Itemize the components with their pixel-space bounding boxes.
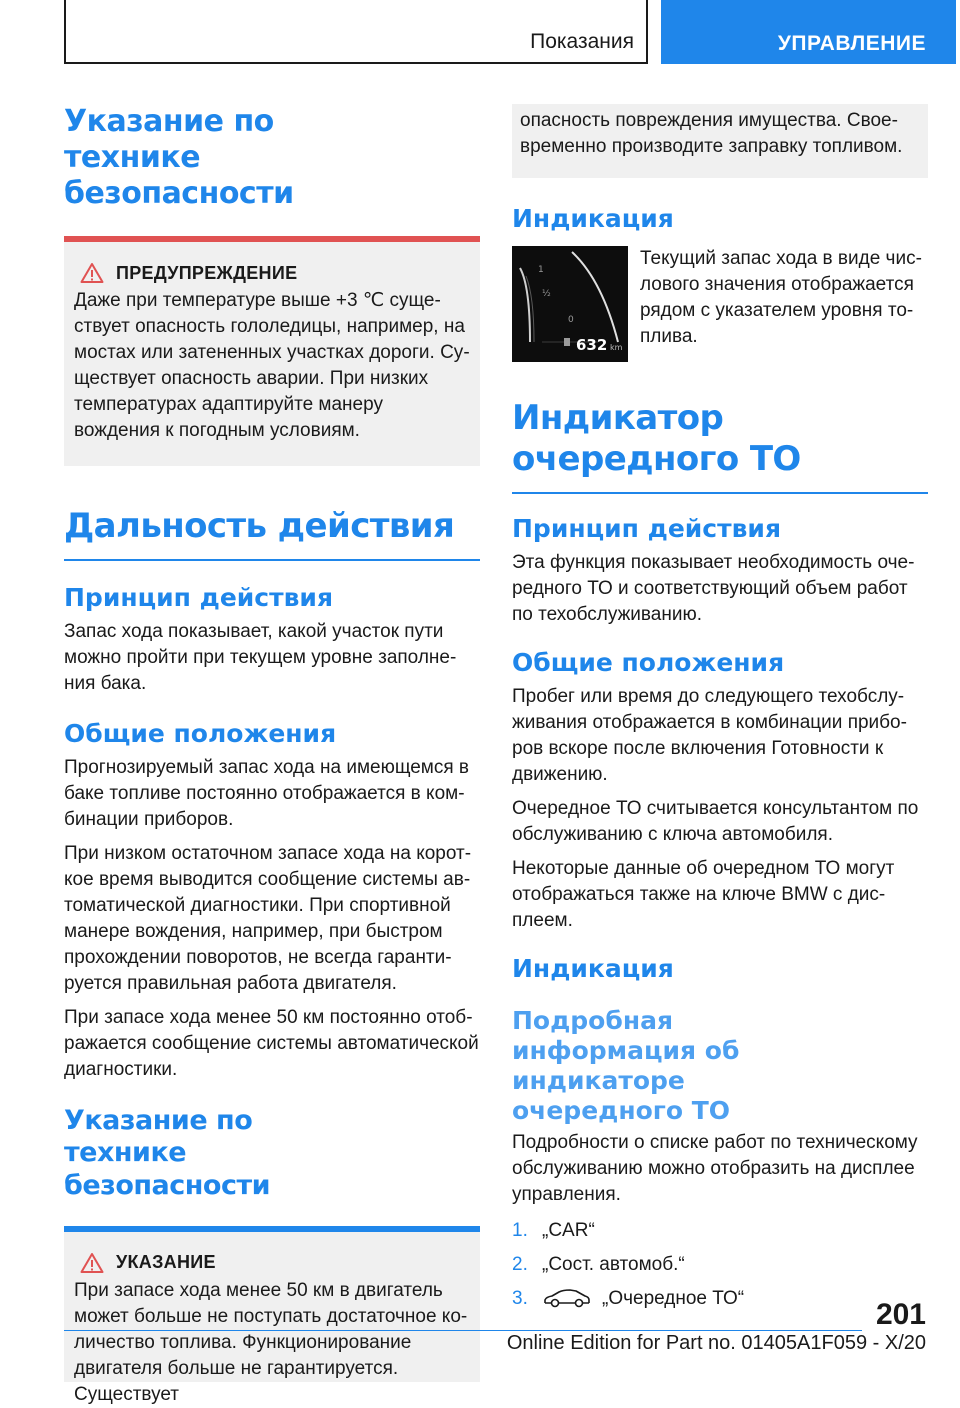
- step-number: 3.: [512, 1287, 528, 1309]
- service-general-p3: Некоторые данные об очередном ТО могут отображаться также на ключе BMW с дисплеем.: [512, 857, 895, 931]
- step-text: „Сост. автомоб.“: [542, 1253, 685, 1275]
- warning-label: ПРЕДУПРЕЖДЕНИЕ: [116, 262, 298, 283]
- safety-heading-1: Указание по технике безопасности: [64, 104, 294, 211]
- fuel-gauge-graphic: [512, 246, 628, 362]
- gauge-range-value: 632: [576, 336, 608, 354]
- service-display-heading: Индикация: [512, 953, 674, 983]
- step-text: „CAR“: [542, 1219, 595, 1241]
- gauge-range-unit: km: [610, 343, 623, 352]
- notice-continued-text: опасность повреждения имущества. Своевременно производите заправку топливом.: [520, 110, 903, 157]
- chapter-tab[interactable]: [661, 0, 956, 64]
- range-principle-heading: Принцип действия: [64, 582, 333, 612]
- step-number: 2.: [512, 1253, 528, 1275]
- footer-edition: Online Edition for Part no. 01405A1F059 - X/20: [506, 1332, 926, 1354]
- service-general-p2: Очередное ТО считывается консультантом по обслуживанию с ключа автомобиля.: [512, 797, 919, 845]
- range-display-figure: [512, 246, 928, 362]
- safety-heading-2: Указание по технике безопасности: [64, 1104, 271, 1201]
- range-general-p1: Прогнозируемый запас хода на имеющемся в баке топливе постоянно отображается в комбинации приборов.: [64, 756, 470, 830]
- warning-header: [74, 262, 470, 284]
- service-heading-rule: [512, 492, 928, 494]
- notice-header: [74, 1252, 470, 1274]
- notice-continued-box: [512, 104, 928, 178]
- step-item: [512, 1252, 928, 1278]
- fuel-gauge-image: [512, 246, 628, 362]
- range-principle-text: Запас хода показывает, какой участок пути можно пройти при текущем уровне заполнения бака.: [64, 620, 457, 694]
- step-text: „Очередное ТО“: [602, 1287, 745, 1309]
- right-column: [512, 104, 928, 1320]
- service-general-p1: Пробег или время до следующего техобслуживания отображается в комбинации приборов вскоре после включения Готовности к движению.: [512, 685, 907, 785]
- range-heading: Дальность действия: [64, 506, 455, 546]
- chapter-tab-label: УПРАВЛЕНИЕ: [777, 32, 926, 55]
- gauge-mark-full: 1: [538, 265, 544, 275]
- menu-steps: [512, 1218, 928, 1312]
- range-display-heading: Индикация: [512, 204, 674, 233]
- car-icon: [542, 1288, 592, 1310]
- range-display-text: Текущий запас хода в виде числового значения отображается рядом с указателем уровня топлива.: [640, 248, 922, 347]
- service-heading: Индикатор очередного ТО: [512, 398, 801, 479]
- notice-text: При запасе хода менее 50 км в двигатель может больше не поступать достаточное количество топлива. Функционирование двигателя больше не гарантируется. Существует: [74, 1279, 468, 1405]
- gauge-mark-half: ½: [542, 289, 551, 299]
- warning-box: [64, 236, 480, 466]
- section-tab[interactable]: [64, 0, 648, 64]
- service-details-heading: Подробная информация об индикаторе очередного ТО: [512, 1005, 740, 1125]
- range-general-p3: При запасе хода менее 50 км постоянно отображается сообщение системы автоматической диагностики.: [64, 1006, 479, 1080]
- step-number: 1.: [512, 1219, 528, 1241]
- notice-box: [64, 1226, 480, 1405]
- step-item: [512, 1218, 928, 1244]
- warning-text: Даже при температуре выше +3 ℃ существует опасность гололедицы, например, на мостах или затененных участках дороги. Существует опасность аварии. При низких температурах адаптируйте манеру вождения к погодным условиям.: [74, 290, 470, 441]
- notice-triangle-icon: [80, 1252, 104, 1274]
- warning-triangle-icon: [80, 262, 104, 284]
- service-principle-text: Эта функция показывает необходимость очередного ТО и соответствующий объем работ по техобслуживанию.: [512, 551, 915, 625]
- step-item: [512, 1286, 928, 1312]
- page-number: 201: [875, 1298, 926, 1331]
- fuel-pump-icon: [564, 338, 570, 346]
- left-column: [64, 104, 480, 1405]
- range-heading-rule: [64, 559, 480, 561]
- range-general-heading: Общие положения: [64, 718, 337, 748]
- service-general-heading: Общие положения: [512, 647, 785, 677]
- section-tab-label: Показания: [530, 30, 634, 53]
- notice-label: УКАЗАНИЕ: [116, 1252, 216, 1273]
- gauge-mark-empty: 0: [568, 315, 574, 325]
- range-general-p2: При низком остаточном запасе хода на короткое время выводится сообщение системы автоматической диагностики. При спортивной манере вождения, например, при быстром прохождении поворотов, не всегда гарантируется правильная работа двигателя.: [64, 842, 472, 994]
- service-details-text: Подробности о списке работ по техническому обслуживанию можно отобразить на дисплее управления.: [512, 1131, 918, 1205]
- footer-rule: [64, 1330, 862, 1331]
- service-principle-heading: Принцип действия: [512, 513, 781, 543]
